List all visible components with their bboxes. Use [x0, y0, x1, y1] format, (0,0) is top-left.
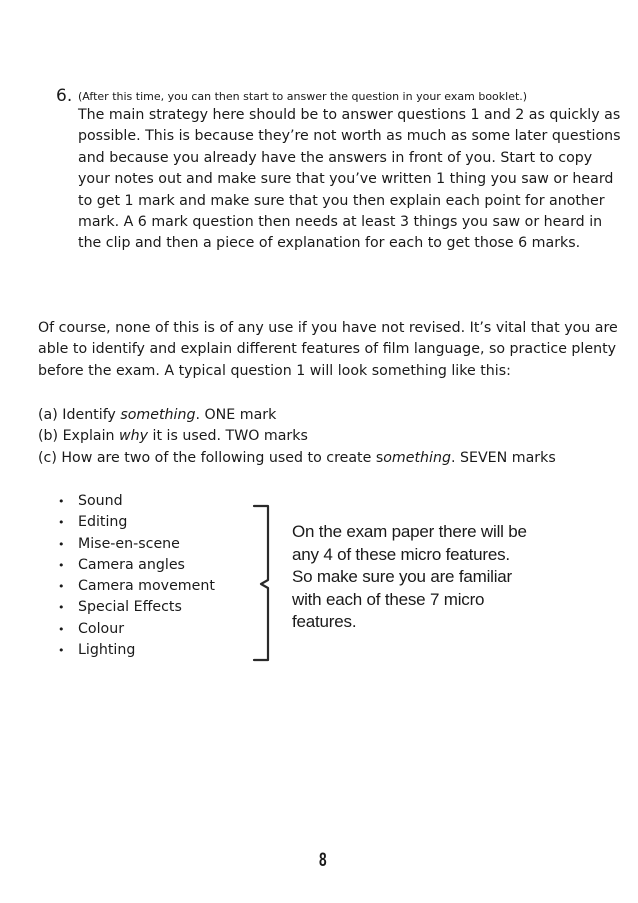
list-item: • Mise-en-scene	[54, 534, 215, 555]
bullet-icon: •	[58, 622, 65, 636]
right-brace-icon	[248, 504, 278, 662]
bullet-icon: •	[58, 558, 65, 572]
page-number: 8	[319, 850, 327, 871]
list-item: • Special Effects	[54, 597, 215, 618]
list-item: • Lighting	[54, 640, 215, 661]
item-number: 6.	[56, 86, 73, 106]
list-item: • Camera movement	[54, 576, 215, 597]
bullet-icon: •	[58, 580, 65, 594]
bullet-icon: •	[58, 601, 65, 615]
item-intro: (After this time, you can then start to answer the question in your exam booklet.)	[78, 90, 528, 103]
micro-features-list	[54, 491, 215, 661]
bullet-icon: •	[58, 516, 65, 530]
item-paragraph: The main strategy here should be to answer questions 1 and 2 as quickly as possible. This is because they’re not worth as much as some later questions and because you already have the answers in front of you. Start to copy your notes out and make sure that you’ve written 1 thing you saw or heard to get 1 mark and make sure that you then explain each point for another mark. A 6 mark question then needs at least 3 things you saw or heard in the clip and then a piece of explanation for each to get those 6 marks.	[78, 107, 621, 252]
list-item: • Sound	[54, 491, 215, 512]
revision-paragraph: Of course, none of this is of any use if you have not revised. It’s vital that you are able to identify and explain different features of film language, so practice plenty before the exam. A typical question 1 will look something like this:	[38, 320, 618, 379]
question-b: (b) Explain why it is used. TWO marks	[38, 428, 308, 445]
list-item: • Camera angles	[54, 555, 215, 576]
bullet-icon: •	[58, 495, 65, 508]
list-item: • Editing	[54, 512, 215, 533]
list-item: • Colour	[54, 619, 215, 640]
question-a: (a) Identify something. ONE mark	[38, 407, 277, 423]
bullet-icon: •	[58, 537, 65, 551]
question-c: (c) How are two of the following used to create something. SEVEN marks	[38, 449, 556, 466]
bullet-icon: •	[58, 644, 65, 658]
example-questions	[38, 405, 628, 469]
exam-note: On the exam paper there will be any 4 of these micro features. So make sure you are familiar with each of these 7 micro features.	[292, 522, 527, 632]
